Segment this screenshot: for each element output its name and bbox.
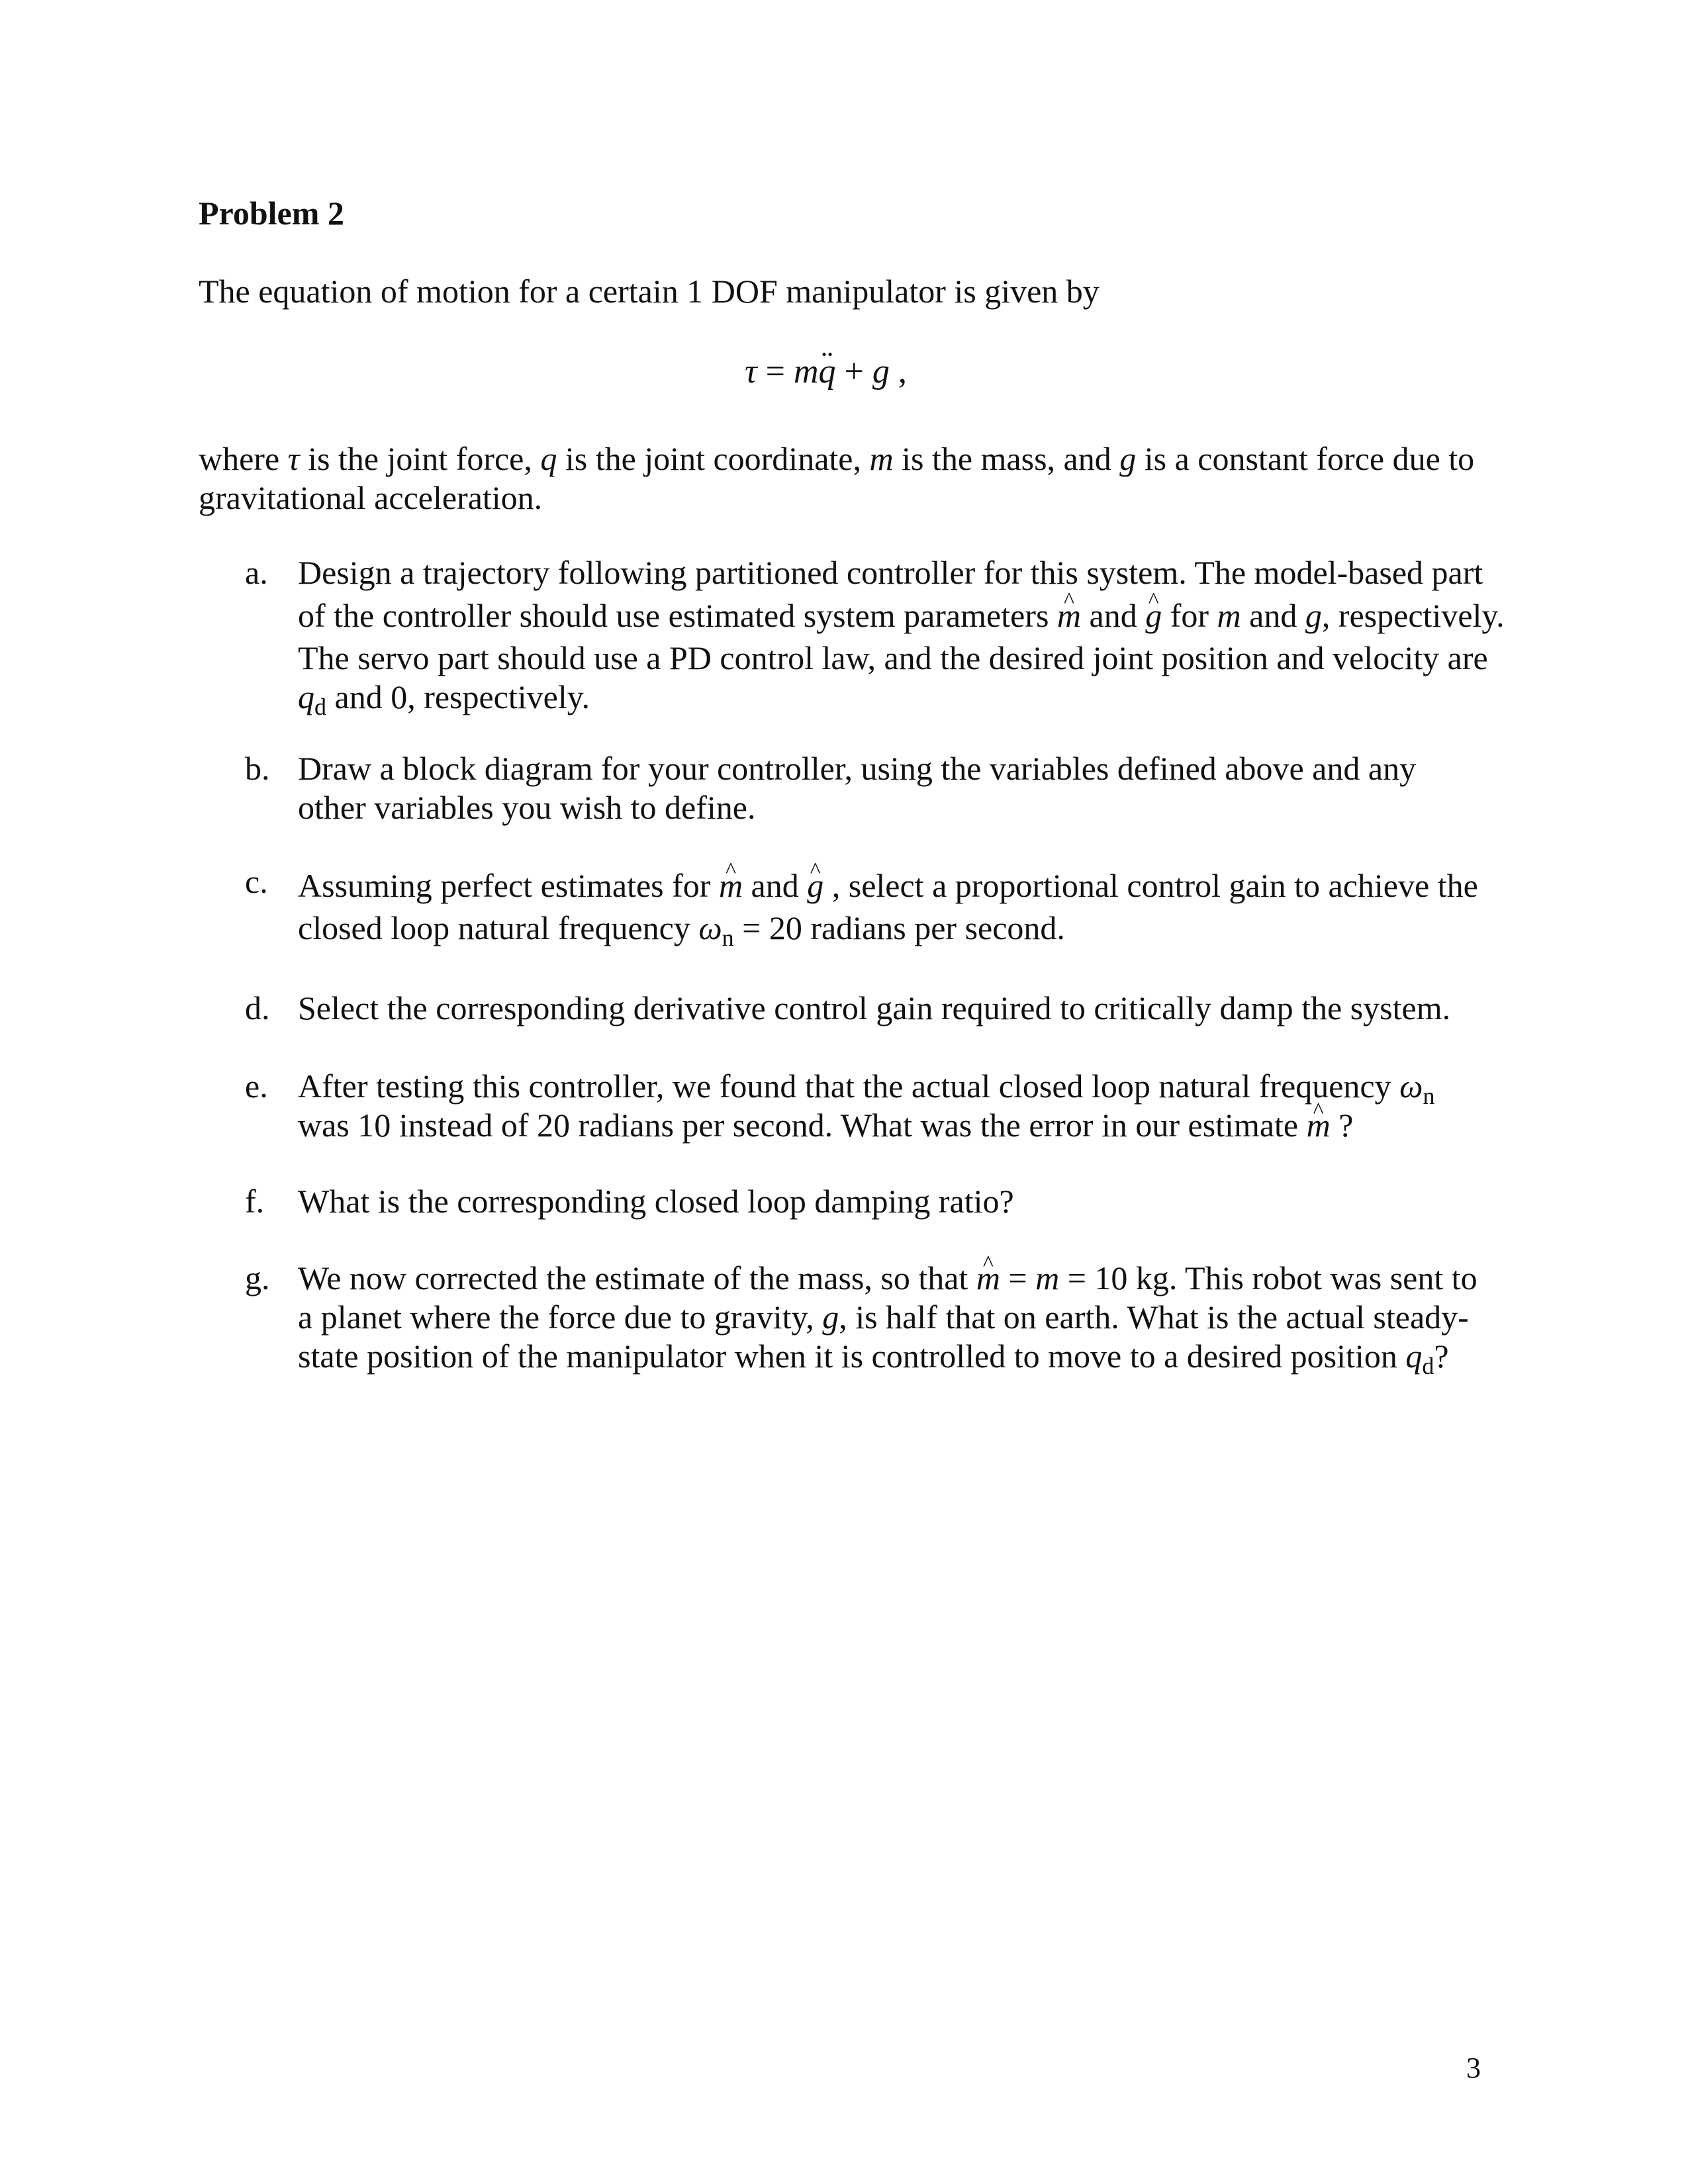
description-line-1: where τ is the joint force, q is the joint coordinate, m is the mass, and g is a constant force due to: [199, 440, 1475, 477]
part-b-label: b.: [245, 750, 270, 787]
gravity-symbol: g: [872, 353, 890, 390]
equation-of-motion: [745, 351, 907, 393]
equation-comma: ,: [889, 353, 907, 390]
part-a-label: a.: [245, 554, 268, 591]
part-f: [245, 1182, 1503, 1221]
omega-symbol: ω: [1399, 1068, 1423, 1105]
part-a: [245, 553, 1505, 720]
description-line-2: gravitational acceleration.: [199, 479, 543, 516]
part-f-text: What is the corresponding closed loop damping ratio?: [298, 1183, 1014, 1220]
m-hat: ^ m: [719, 862, 743, 909]
part-f-label: f.: [245, 1183, 265, 1220]
m-hat: ^ m: [1307, 1106, 1331, 1145]
part-e-text: After testing this controller, we found that the actual closed loop natural frequency $\omega_n$ was 10 instead of 20 radians per second. What was the error in our estimate ^ m ?: [298, 1067, 1489, 1145]
part-b: [245, 749, 1503, 827]
part-c-label: c.: [245, 863, 268, 900]
part-e-label: e.: [245, 1068, 268, 1105]
part-b-text: Draw a block diagram for your controller, using the variables defined above and any other variables you wish to define.: [298, 750, 1417, 826]
variable-description: [199, 439, 1489, 518]
m-hat: ^ m: [1057, 592, 1081, 639]
g-hat: ^ g: [807, 862, 823, 909]
mass-symbol: m: [793, 353, 819, 390]
q-desired: q: [1405, 1338, 1423, 1375]
part-e: [245, 1067, 1503, 1145]
q-desired: q: [298, 678, 314, 715]
equals-sign: =: [757, 353, 794, 390]
plus-sign: +: [835, 353, 872, 390]
part-d-label: d.: [245, 989, 270, 1026]
page-number: 3: [1466, 2052, 1481, 2084]
m-hat: ^ m: [976, 1259, 1000, 1298]
part-g-label: g.: [245, 1259, 270, 1297]
part-c: [245, 862, 1503, 951]
part-d: [245, 989, 1503, 1028]
q-double-dot: ¨ q: [819, 351, 836, 393]
part-a-text: Design a trajectory following partitioned controller for this system. The model-based part of the controller should use estimated system parameters ^ m and ^ g for m and g, respectively. The servo part should use a PD control law, and the desired joint position and velocity are $q_d$ and 0, respectively.: [298, 553, 1489, 717]
omega-symbol: ω: [698, 909, 722, 946]
intro-sentence: The equation of motion for a certain 1 DOF manipulator is given by: [199, 273, 1100, 310]
g-hat: ^ g: [1145, 592, 1162, 639]
part-g: [245, 1259, 1503, 1379]
part-d-text: Select the corresponding derivative control gain required to critically damp the system.: [298, 989, 1451, 1026]
tau-symbol: τ: [745, 353, 757, 390]
part-c-text: Assuming perfect estimates for ^ m and ^ g , select a proportional control gain to achieve the closed loop natural frequency $\omega_n = 20$ radians per second.: [298, 862, 1489, 948]
problem-title: Problem 2: [199, 195, 344, 232]
part-g-text: We now corrected the estimate of the mass, so that ^ m = m = 10 kg. This robot was sent to a planet where the force due to gravity, g, is half that on earth. What is the actual steady- state position of the manipulator when it is controlled to move to a desired position $q_d$?: [298, 1259, 1489, 1376]
